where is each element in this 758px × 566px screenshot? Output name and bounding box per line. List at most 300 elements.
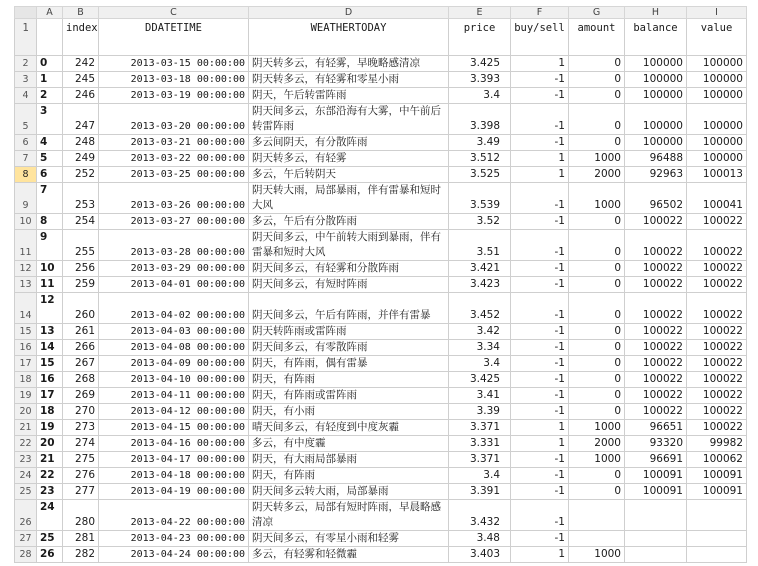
cell-value[interactable]: 100041: [687, 183, 747, 214]
cell-a[interactable]: 24: [37, 500, 63, 531]
cell-balance[interactable]: 100091: [625, 468, 687, 484]
cell-weathertoday[interactable]: 阴天，有阵雨: [249, 372, 449, 388]
cell-value[interactable]: 100000: [687, 104, 747, 135]
cell-balance[interactable]: 96651: [625, 420, 687, 436]
cell-index[interactable]: 266: [63, 340, 99, 356]
cell-value[interactable]: 100022: [687, 388, 747, 404]
cell-a[interactable]: 11: [37, 277, 63, 293]
cell-ddatetime[interactable]: 2013-03-18 00:00:00: [99, 72, 249, 88]
cell-value[interactable]: 100000: [687, 135, 747, 151]
cell-price[interactable]: 3.423: [449, 277, 511, 293]
cell-amount[interactable]: 0: [569, 277, 625, 293]
cell-buy-sell[interactable]: -1: [511, 324, 569, 340]
cell-weathertoday[interactable]: 阴天间多云，东部沿海有大雾，中午前后转雷阵雨: [249, 104, 449, 135]
cell-weathertoday[interactable]: 多云，午后有分散阵雨: [249, 214, 449, 230]
cell-buy-sell[interactable]: 1: [511, 436, 569, 452]
cell-price[interactable]: 3.52: [449, 214, 511, 230]
cell-buy-sell[interactable]: -1: [511, 293, 569, 324]
cell-index[interactable]: 256: [63, 261, 99, 277]
cell-amount[interactable]: 0: [569, 484, 625, 500]
cell-balance[interactable]: 100022: [625, 388, 687, 404]
cell-balance[interactable]: [625, 547, 687, 563]
cell-a[interactable]: 15: [37, 356, 63, 372]
cell-ddatetime[interactable]: 2013-03-22 00:00:00: [99, 151, 249, 167]
cell-weathertoday[interactable]: 阴天间多云转大雨，局部暴雨: [249, 484, 449, 500]
cell-weathertoday[interactable]: 多云，有轻雾和轻微霾: [249, 547, 449, 563]
cell-buy-sell[interactable]: -1: [511, 135, 569, 151]
header-cell-a[interactable]: [37, 19, 63, 56]
cell-a[interactable]: 5: [37, 151, 63, 167]
cell-balance[interactable]: [625, 500, 687, 531]
cell-weathertoday[interactable]: 阴天间多云，午后有阵雨，并伴有雷暴: [249, 293, 449, 324]
column-header-c[interactable]: C: [99, 7, 249, 19]
cell-value[interactable]: 100022: [687, 230, 747, 261]
cell-balance[interactable]: 96691: [625, 452, 687, 468]
cell-price[interactable]: 3.425: [449, 56, 511, 72]
column-header-h[interactable]: H: [625, 7, 687, 19]
cell-amount[interactable]: 0: [569, 104, 625, 135]
cell-price[interactable]: 3.371: [449, 420, 511, 436]
table-row: [15, 56, 747, 72]
cell-price[interactable]: 3.525: [449, 167, 511, 183]
cell-balance[interactable]: 100000: [625, 56, 687, 72]
column-header-b[interactable]: B: [63, 7, 99, 19]
cell-balance[interactable]: 100022: [625, 261, 687, 277]
cell-value[interactable]: 100022: [687, 293, 747, 324]
cell-index[interactable]: 273: [63, 420, 99, 436]
cell-a[interactable]: 3: [37, 104, 63, 135]
cell-ddatetime[interactable]: 2013-04-08 00:00:00: [99, 340, 249, 356]
cell-index[interactable]: 247: [63, 104, 99, 135]
row-number[interactable]: 21: [15, 420, 37, 436]
cell-value[interactable]: 100022: [687, 372, 747, 388]
cell-balance[interactable]: 100000: [625, 88, 687, 104]
cell-weathertoday[interactable]: 阴天转多云，有轻雾和零星小雨: [249, 72, 449, 88]
row-number[interactable]: 12: [15, 261, 37, 277]
row-number[interactable]: 2: [15, 56, 37, 72]
cell-weathertoday[interactable]: 阴天转大雨，局部暴雨，伴有雷暴和短时大风: [249, 183, 449, 214]
cell-amount[interactable]: 0: [569, 72, 625, 88]
cell-a[interactable]: 6: [37, 167, 63, 183]
cell-index[interactable]: 259: [63, 277, 99, 293]
cell-index[interactable]: 268: [63, 372, 99, 388]
cell-index[interactable]: 245: [63, 72, 99, 88]
cell-ddatetime[interactable]: 2013-03-27 00:00:00: [99, 214, 249, 230]
row-number[interactable]: 1: [15, 19, 37, 56]
cell-balance[interactable]: [625, 531, 687, 547]
cell-balance[interactable]: 100000: [625, 104, 687, 135]
cell-weathertoday[interactable]: 阴天，有小雨: [249, 404, 449, 420]
cell-buy-sell[interactable]: -1: [511, 372, 569, 388]
cell-value[interactable]: 100022: [687, 261, 747, 277]
cell-buy-sell[interactable]: -1: [511, 404, 569, 420]
cell-ddatetime[interactable]: 2013-03-21 00:00:00: [99, 135, 249, 151]
cell-price[interactable]: 3.39: [449, 404, 511, 420]
cell-ddatetime[interactable]: 2013-04-11 00:00:00: [99, 388, 249, 404]
cell-ddatetime[interactable]: 2013-04-12 00:00:00: [99, 404, 249, 420]
cell-a[interactable]: 26: [37, 547, 63, 563]
cell-buy-sell[interactable]: -1: [511, 261, 569, 277]
cell-price[interactable]: 3.51: [449, 230, 511, 261]
cell-weathertoday[interactable]: 多云，有中度霾: [249, 436, 449, 452]
header-cell-i[interactable]: value: [687, 19, 747, 56]
cell-index[interactable]: 253: [63, 183, 99, 214]
column-header-i[interactable]: I: [687, 7, 747, 19]
cell-a[interactable]: 10: [37, 261, 63, 277]
cell-value[interactable]: 100022: [687, 214, 747, 230]
table-row: [15, 356, 747, 372]
field-header-row: [15, 19, 747, 56]
table-row: [15, 452, 747, 468]
cell-ddatetime[interactable]: 2013-04-18 00:00:00: [99, 468, 249, 484]
row-number[interactable]: 20: [15, 404, 37, 420]
cell-index[interactable]: 282: [63, 547, 99, 563]
cell-a[interactable]: 9: [37, 230, 63, 261]
cell-value[interactable]: 100013: [687, 167, 747, 183]
cell-index[interactable]: 267: [63, 356, 99, 372]
cell-ddatetime[interactable]: 2013-04-03 00:00:00: [99, 324, 249, 340]
cell-amount[interactable]: 0: [569, 340, 625, 356]
select-all-corner[interactable]: [15, 7, 37, 19]
cell-ddatetime[interactable]: 2013-04-02 00:00:00: [99, 293, 249, 324]
cell-index[interactable]: 249: [63, 151, 99, 167]
header-cell-f[interactable]: buy/sell: [511, 19, 569, 56]
cell-balance[interactable]: 100022: [625, 214, 687, 230]
cell-value[interactable]: 100022: [687, 340, 747, 356]
cell-amount[interactable]: 2000: [569, 436, 625, 452]
cell-balance[interactable]: 100022: [625, 324, 687, 340]
cell-ddatetime[interactable]: 2013-04-22 00:00:00: [99, 500, 249, 531]
cell-amount[interactable]: 0: [569, 356, 625, 372]
column-header-g[interactable]: G: [569, 7, 625, 19]
cell-value[interactable]: 100022: [687, 277, 747, 293]
cell-amount[interactable]: [569, 500, 625, 531]
cell-price[interactable]: 3.34: [449, 340, 511, 356]
cell-ddatetime[interactable]: 2013-03-26 00:00:00: [99, 183, 249, 214]
cell-price[interactable]: 3.512: [449, 151, 511, 167]
cell-weathertoday[interactable]: 阴天，有大雨局部暴雨: [249, 452, 449, 468]
cell-amount[interactable]: 1000: [569, 452, 625, 468]
cell-buy-sell[interactable]: -1: [511, 500, 569, 531]
column-header-a[interactable]: A: [37, 7, 63, 19]
cell-price[interactable]: 3.331: [449, 436, 511, 452]
row-number[interactable]: 11: [15, 230, 37, 261]
cell-ddatetime[interactable]: 2013-03-25 00:00:00: [99, 167, 249, 183]
cell-a[interactable]: 4: [37, 135, 63, 151]
cell-value[interactable]: 100062: [687, 452, 747, 468]
header-cell-c[interactable]: DDATETIME: [99, 19, 249, 56]
cell-value[interactable]: 100000: [687, 56, 747, 72]
cell-value[interactable]: 99982: [687, 436, 747, 452]
cell-price[interactable]: 3.4: [449, 468, 511, 484]
cell-weathertoday[interactable]: 阴天转多云，有轻雾，早晚略感清凉: [249, 56, 449, 72]
cell-index[interactable]: 269: [63, 388, 99, 404]
cell-a[interactable]: 14: [37, 340, 63, 356]
cell-amount[interactable]: 0: [569, 293, 625, 324]
cell-value[interactable]: 100022: [687, 356, 747, 372]
cell-price[interactable]: 3.425: [449, 372, 511, 388]
cell-a[interactable]: 16: [37, 372, 63, 388]
cell-weathertoday[interactable]: 多云间阴天，有分散阵雨: [249, 135, 449, 151]
cell-weathertoday[interactable]: 阴天，有阵雨或雷阵雨: [249, 388, 449, 404]
cell-a[interactable]: 20: [37, 436, 63, 452]
cell-ddatetime[interactable]: 2013-03-19 00:00:00: [99, 88, 249, 104]
cell-weathertoday[interactable]: 晴天间多云，有轻度到中度灰霾: [249, 420, 449, 436]
cell-index[interactable]: 252: [63, 167, 99, 183]
cell-price[interactable]: 3.432: [449, 500, 511, 531]
cell-value[interactable]: 100022: [687, 420, 747, 436]
cell-buy-sell[interactable]: 1: [511, 167, 569, 183]
cell-value[interactable]: [687, 531, 747, 547]
cell-index[interactable]: 248: [63, 135, 99, 151]
cell-ddatetime[interactable]: 2013-04-19 00:00:00: [99, 484, 249, 500]
cell-balance[interactable]: 100000: [625, 135, 687, 151]
cell-balance[interactable]: 96488: [625, 151, 687, 167]
row-number[interactable]: 5: [15, 104, 37, 135]
cell-weathertoday[interactable]: 阴天转多云，局部有短时阵雨，早晨略感清凉: [249, 500, 449, 531]
cell-buy-sell[interactable]: 1: [511, 420, 569, 436]
cell-amount[interactable]: 0: [569, 324, 625, 340]
cell-value[interactable]: 100091: [687, 484, 747, 500]
cell-weathertoday[interactable]: 阴天，午后转雷阵雨: [249, 88, 449, 104]
cell-ddatetime[interactable]: 2013-04-09 00:00:00: [99, 356, 249, 372]
row-number[interactable]: 14: [15, 293, 37, 324]
column-header-e[interactable]: E: [449, 7, 511, 19]
row-number[interactable]: 17: [15, 356, 37, 372]
cell-index[interactable]: 274: [63, 436, 99, 452]
cell-price[interactable]: 3.391: [449, 484, 511, 500]
cell-price[interactable]: 3.421: [449, 261, 511, 277]
cell-a[interactable]: 2: [37, 88, 63, 104]
header-cell-h[interactable]: balance: [625, 19, 687, 56]
cell-amount[interactable]: [569, 531, 625, 547]
cell-index[interactable]: 281: [63, 531, 99, 547]
cell-buy-sell[interactable]: -1: [511, 484, 569, 500]
cell-buy-sell[interactable]: -1: [511, 104, 569, 135]
cell-index[interactable]: 261: [63, 324, 99, 340]
cell-buy-sell[interactable]: -1: [511, 531, 569, 547]
cell-a[interactable]: 25: [37, 531, 63, 547]
cell-amount[interactable]: 0: [569, 388, 625, 404]
cell-index[interactable]: 270: [63, 404, 99, 420]
table-row: [15, 104, 747, 135]
cell-a[interactable]: 18: [37, 404, 63, 420]
cell-balance[interactable]: 93320: [625, 436, 687, 452]
cell-value[interactable]: 100091: [687, 468, 747, 484]
row-number[interactable]: 19: [15, 388, 37, 404]
row-number[interactable]: 9: [15, 183, 37, 214]
cell-price[interactable]: 3.403: [449, 547, 511, 563]
cell-price[interactable]: 3.48: [449, 531, 511, 547]
cell-ddatetime[interactable]: 2013-03-15 00:00:00: [99, 56, 249, 72]
cell-balance[interactable]: 100022: [625, 372, 687, 388]
cell-buy-sell[interactable]: -1: [511, 340, 569, 356]
cell-buy-sell[interactable]: -1: [511, 356, 569, 372]
cell-price[interactable]: 3.49: [449, 135, 511, 151]
cell-index[interactable]: 275: [63, 452, 99, 468]
cell-price[interactable]: 3.371: [449, 452, 511, 468]
cell-index[interactable]: 277: [63, 484, 99, 500]
cell-amount[interactable]: 0: [569, 214, 625, 230]
cell-buy-sell[interactable]: -1: [511, 277, 569, 293]
row-number[interactable]: 8: [15, 167, 37, 183]
cell-amount[interactable]: 0: [569, 468, 625, 484]
cell-price[interactable]: 3.398: [449, 104, 511, 135]
row-number[interactable]: 4: [15, 88, 37, 104]
row-number[interactable]: 3: [15, 72, 37, 88]
cell-price[interactable]: 3.4: [449, 88, 511, 104]
cell-index[interactable]: 254: [63, 214, 99, 230]
cell-a[interactable]: 17: [37, 388, 63, 404]
header-cell-g[interactable]: amount: [569, 19, 625, 56]
cell-weathertoday[interactable]: 多云，午后转阴天: [249, 167, 449, 183]
cell-amount[interactable]: 2000: [569, 167, 625, 183]
cell-amount[interactable]: 1000: [569, 183, 625, 214]
cell-ddatetime[interactable]: 2013-04-15 00:00:00: [99, 420, 249, 436]
cell-amount[interactable]: 0: [569, 261, 625, 277]
cell-weathertoday[interactable]: 阴天，有阵雨: [249, 468, 449, 484]
cell-buy-sell[interactable]: -1: [511, 183, 569, 214]
cell-amount[interactable]: 1000: [569, 151, 625, 167]
cell-amount[interactable]: 0: [569, 88, 625, 104]
row-number[interactable]: 15: [15, 324, 37, 340]
row-number[interactable]: 24: [15, 468, 37, 484]
cell-weathertoday[interactable]: 阴天转阵雨或雷阵雨: [249, 324, 449, 340]
column-header-d[interactable]: D: [249, 7, 449, 19]
cell-balance[interactable]: 96502: [625, 183, 687, 214]
row-number[interactable]: 22: [15, 436, 37, 452]
cell-weathertoday[interactable]: 阴天，有阵雨，偶有雷暴: [249, 356, 449, 372]
cell-index[interactable]: 276: [63, 468, 99, 484]
cell-buy-sell[interactable]: -1: [511, 72, 569, 88]
cell-value[interactable]: 100000: [687, 151, 747, 167]
cell-a[interactable]: 13: [37, 324, 63, 340]
cell-index[interactable]: 242: [63, 56, 99, 72]
cell-balance[interactable]: 100022: [625, 277, 687, 293]
table-row: [15, 293, 747, 324]
cell-buy-sell[interactable]: -1: [511, 88, 569, 104]
cell-a[interactable]: 12: [37, 293, 63, 324]
cell-buy-sell[interactable]: -1: [511, 230, 569, 261]
cell-balance[interactable]: 92963: [625, 167, 687, 183]
cell-ddatetime[interactable]: 2013-04-24 00:00:00: [99, 547, 249, 563]
cell-buy-sell[interactable]: -1: [511, 388, 569, 404]
cell-balance[interactable]: 100091: [625, 484, 687, 500]
cell-a[interactable]: 22: [37, 468, 63, 484]
cell-amount[interactable]: 1000: [569, 547, 625, 563]
cell-a[interactable]: 19: [37, 420, 63, 436]
cell-buy-sell[interactable]: 1: [511, 547, 569, 563]
table-row: [15, 372, 747, 388]
cell-value[interactable]: 100000: [687, 88, 747, 104]
cell-amount[interactable]: 1000: [569, 420, 625, 436]
cell-ddatetime[interactable]: 2013-04-10 00:00:00: [99, 372, 249, 388]
cell-a[interactable]: 7: [37, 183, 63, 214]
row-number[interactable]: 6: [15, 135, 37, 151]
cell-value[interactable]: 100022: [687, 324, 747, 340]
table-row: [15, 167, 747, 183]
column-header-f[interactable]: F: [511, 7, 569, 19]
cell-amount[interactable]: 0: [569, 372, 625, 388]
cell-index[interactable]: 246: [63, 88, 99, 104]
cell-amount[interactable]: 0: [569, 404, 625, 420]
cell-index[interactable]: 280: [63, 500, 99, 531]
cell-amount[interactable]: 0: [569, 135, 625, 151]
cell-value[interactable]: [687, 500, 747, 531]
row-number[interactable]: 25: [15, 484, 37, 500]
cell-value[interactable]: [687, 547, 747, 563]
cell-a[interactable]: 0: [37, 56, 63, 72]
row-number[interactable]: 10: [15, 214, 37, 230]
row-number[interactable]: 28: [15, 547, 37, 563]
cell-ddatetime[interactable]: 2013-03-29 00:00:00: [99, 261, 249, 277]
cell-balance[interactable]: 100022: [625, 293, 687, 324]
row-number[interactable]: 26: [15, 500, 37, 531]
cell-index[interactable]: 255: [63, 230, 99, 261]
cell-weathertoday[interactable]: 阴天间多云，中午前转大雨到暴雨，伴有雷暴和短时大风: [249, 230, 449, 261]
cell-index[interactable]: 260: [63, 293, 99, 324]
row-number[interactable]: 13: [15, 277, 37, 293]
cell-price[interactable]: 3.42: [449, 324, 511, 340]
row-number[interactable]: 23: [15, 452, 37, 468]
cell-price[interactable]: 3.4: [449, 356, 511, 372]
cell-balance[interactable]: 100022: [625, 230, 687, 261]
cell-a[interactable]: 21: [37, 452, 63, 468]
cell-a[interactable]: 1: [37, 72, 63, 88]
header-cell-d[interactable]: WEATHERTODAY: [249, 19, 449, 56]
cell-weathertoday[interactable]: 阴天间多云，有短时阵雨: [249, 277, 449, 293]
cell-a[interactable]: 23: [37, 484, 63, 500]
row-number[interactable]: 7: [15, 151, 37, 167]
cell-weathertoday[interactable]: 阴天间多云，有零散阵雨: [249, 340, 449, 356]
cell-ddatetime[interactable]: 2013-04-17 00:00:00: [99, 452, 249, 468]
table-row: [15, 88, 747, 104]
cell-weathertoday[interactable]: 阴天间多云，有轻雾和分散阵雨: [249, 261, 449, 277]
header-cell-b[interactable]: index: [63, 19, 99, 56]
cell-ddatetime[interactable]: 2013-03-28 00:00:00: [99, 230, 249, 261]
cell-ddatetime[interactable]: 2013-04-23 00:00:00: [99, 531, 249, 547]
cell-amount[interactable]: 0: [569, 56, 625, 72]
cell-balance[interactable]: 100000: [625, 72, 687, 88]
cell-price[interactable]: 3.393: [449, 72, 511, 88]
cell-weathertoday[interactable]: 阴天间多云，有零星小雨和轻雾: [249, 531, 449, 547]
cell-value[interactable]: 100000: [687, 72, 747, 88]
cell-ddatetime[interactable]: 2013-04-16 00:00:00: [99, 436, 249, 452]
cell-a[interactable]: 8: [37, 214, 63, 230]
cell-ddatetime[interactable]: 2013-04-01 00:00:00: [99, 277, 249, 293]
cell-buy-sell[interactable]: -1: [511, 452, 569, 468]
table-row: [15, 340, 747, 356]
row-number[interactable]: 16: [15, 340, 37, 356]
cell-balance[interactable]: 100022: [625, 356, 687, 372]
cell-balance[interactable]: 100022: [625, 340, 687, 356]
cell-value[interactable]: 100022: [687, 404, 747, 420]
cell-price[interactable]: 3.452: [449, 293, 511, 324]
cell-buy-sell[interactable]: -1: [511, 468, 569, 484]
cell-balance[interactable]: 100022: [625, 404, 687, 420]
cell-price[interactable]: 3.41: [449, 388, 511, 404]
cell-amount[interactable]: 0: [569, 230, 625, 261]
row-number[interactable]: 18: [15, 372, 37, 388]
cell-ddatetime[interactable]: 2013-03-20 00:00:00: [99, 104, 249, 135]
cell-buy-sell[interactable]: -1: [511, 214, 569, 230]
cell-price[interactable]: 3.539: [449, 183, 511, 214]
header-cell-e[interactable]: price: [449, 19, 511, 56]
cell-weathertoday[interactable]: 阴天转多云，有轻雾: [249, 151, 449, 167]
cell-buy-sell[interactable]: 1: [511, 151, 569, 167]
row-number[interactable]: 27: [15, 531, 37, 547]
cell-buy-sell[interactable]: 1: [511, 56, 569, 72]
